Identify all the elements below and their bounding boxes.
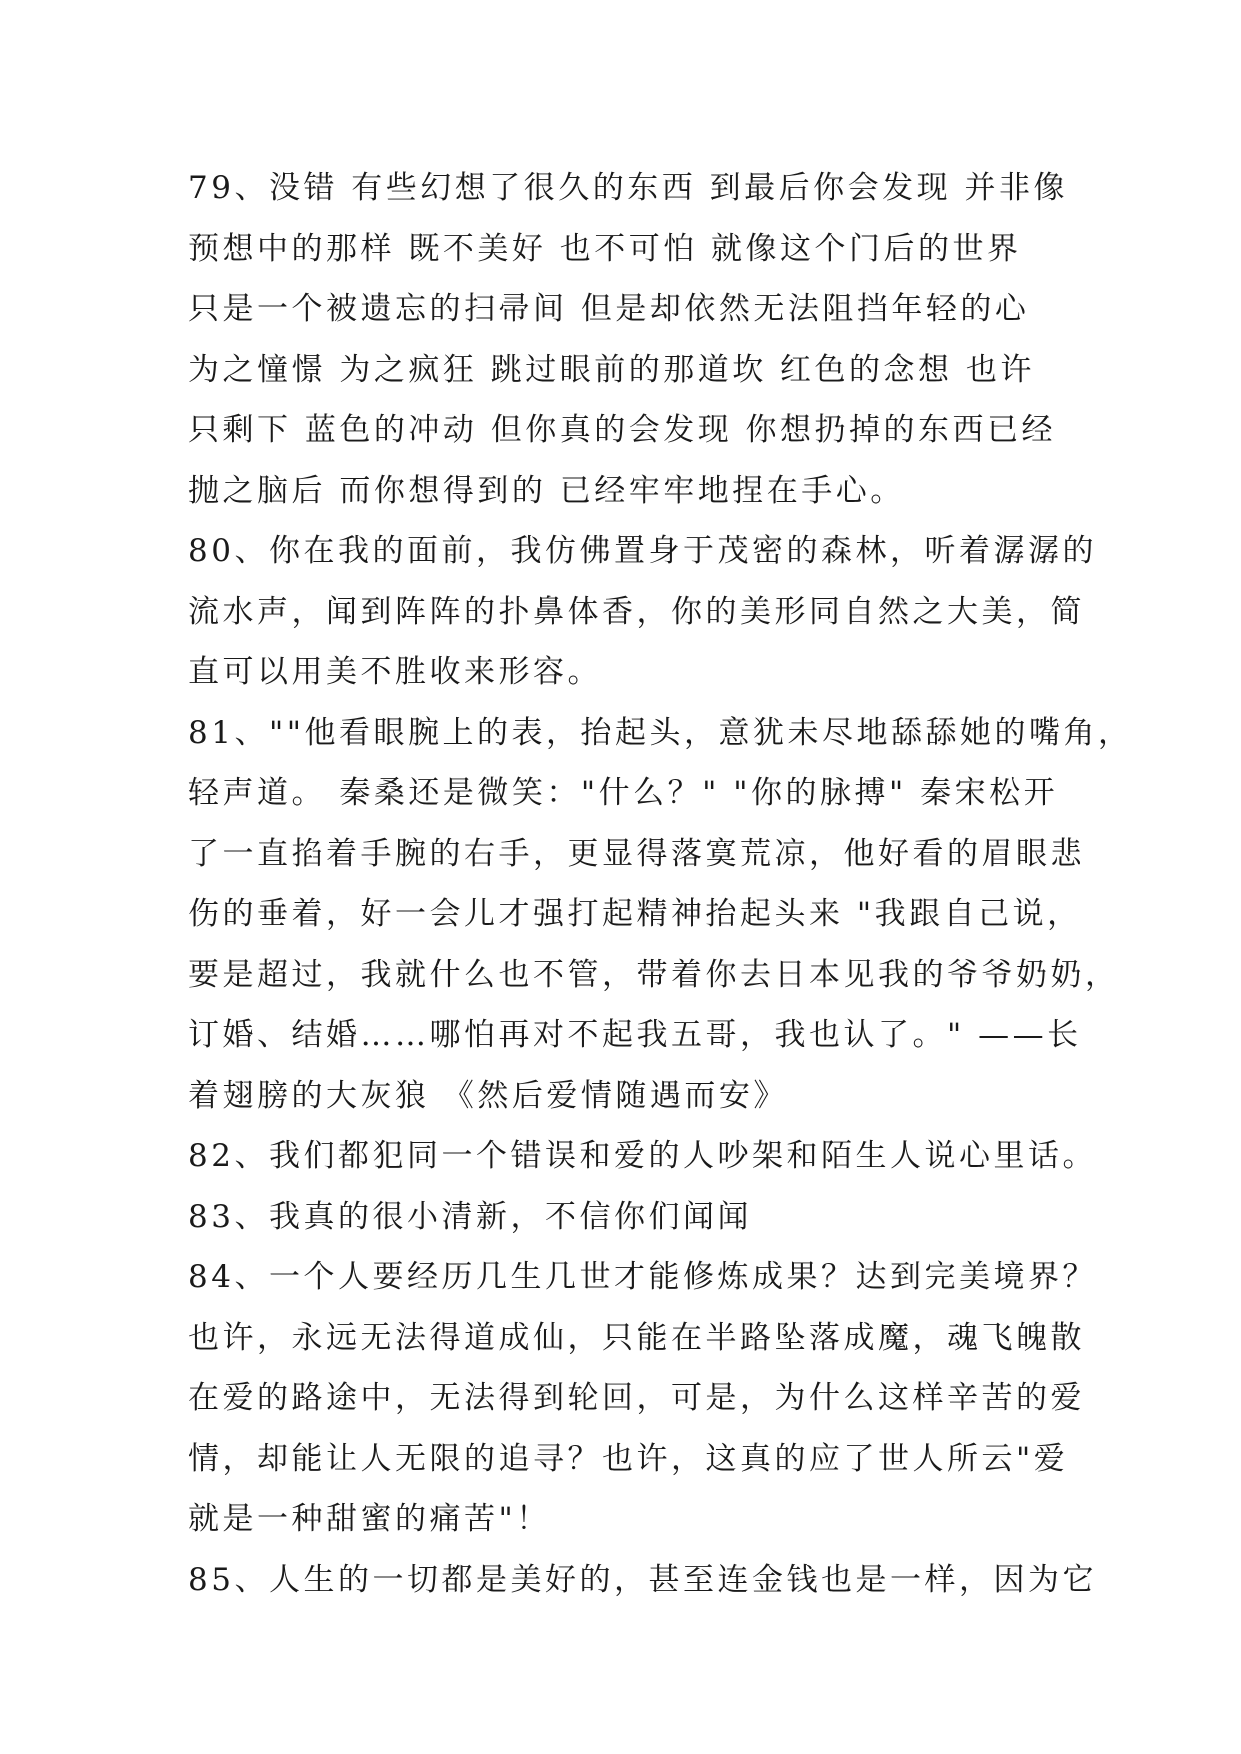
text-line: 81、""他看眼腕上的表，抬起头，意犹未尽地舔舔她的嘴角， (188, 714, 1133, 751)
text-line: 抛之脑后 而你想得到的 已经牢牢地捏在手心。 (188, 472, 905, 509)
text-line: 订婚、结婚……哪怕再对不起我五哥，我也认了。" ——长 (188, 1017, 1082, 1053)
text-line: 流水声，闻到阵阵的扑鼻体香，你的美形同自然之大美，简 (188, 593, 1085, 630)
text-line: 84、一个人要经历几生几世才能修炼成果？达到完美境界？ (188, 1259, 1097, 1295)
text-line: 要是超过，我就什么也不管，带着你去日本见我的爷爷奶奶， (188, 956, 1120, 993)
text-line: 85、人生的一切都是美好的，甚至连金钱也是一样，因为它 (188, 1561, 1097, 1598)
text-line: 轻声道。 秦桑还是微笑："什么？" "你的脉搏" 秦宋松开 (188, 775, 1059, 811)
text-line: 就是一种甜蜜的痛苦"！ (188, 1501, 551, 1537)
text-line: 直可以用美不胜收来形容。 (188, 654, 602, 690)
text-line: 情，却能让人无限的追寻？也许，这真的应了世人所云"爱 (188, 1440, 1069, 1477)
text-line: 着翅膀的大灰狼 《然后爱情随遇而安》 (188, 1077, 788, 1114)
text-line: 只是一个被遗忘的扫帚间 但是却依然无法阻挡年轻的心 (188, 291, 1030, 327)
text-line: 也许，永远无法得道成仙，只能在半路坠落成魔，魂飞魄散 (188, 1319, 1085, 1356)
text-line: 79、没错 有些幻想了很久的东西 到最后你会发现 并非像 (188, 170, 1069, 206)
text-line: 为之憧憬 为之疯狂 跳过眼前的那道坎 红色的念想 也许 (188, 351, 1035, 388)
text-line: 83、我真的很小清新，不信你们闻闻 (188, 1198, 752, 1235)
text-line: 只剩下 蓝色的冲动 但你真的会发现 你想扔掉的东西已经 (188, 412, 1057, 448)
text-line: 82、我们都犯同一个错误和爱的人吵架和陌生人说心里话。 (188, 1138, 1097, 1174)
text-line: 了一直掐着手腕的右手，更显得落寞荒凉，他好看的眉眼悲 (188, 835, 1085, 872)
text-line: 在爱的路途中，无法得到轮回，可是，为什么这样辛苦的爱 (188, 1380, 1085, 1416)
text-line: 预想中的那样 既不美好 也不可怕 就像这个门后的世界 (188, 230, 1022, 267)
text-line: 80、你在我的面前，我仿佛置身于茂密的森林，听着潺潺的 (188, 533, 1097, 569)
text-line: 伤的垂着，好一会儿才强打起精神抬起头来 "我跟自己说， (188, 896, 1082, 932)
document-body (188, 158, 1133, 1610)
